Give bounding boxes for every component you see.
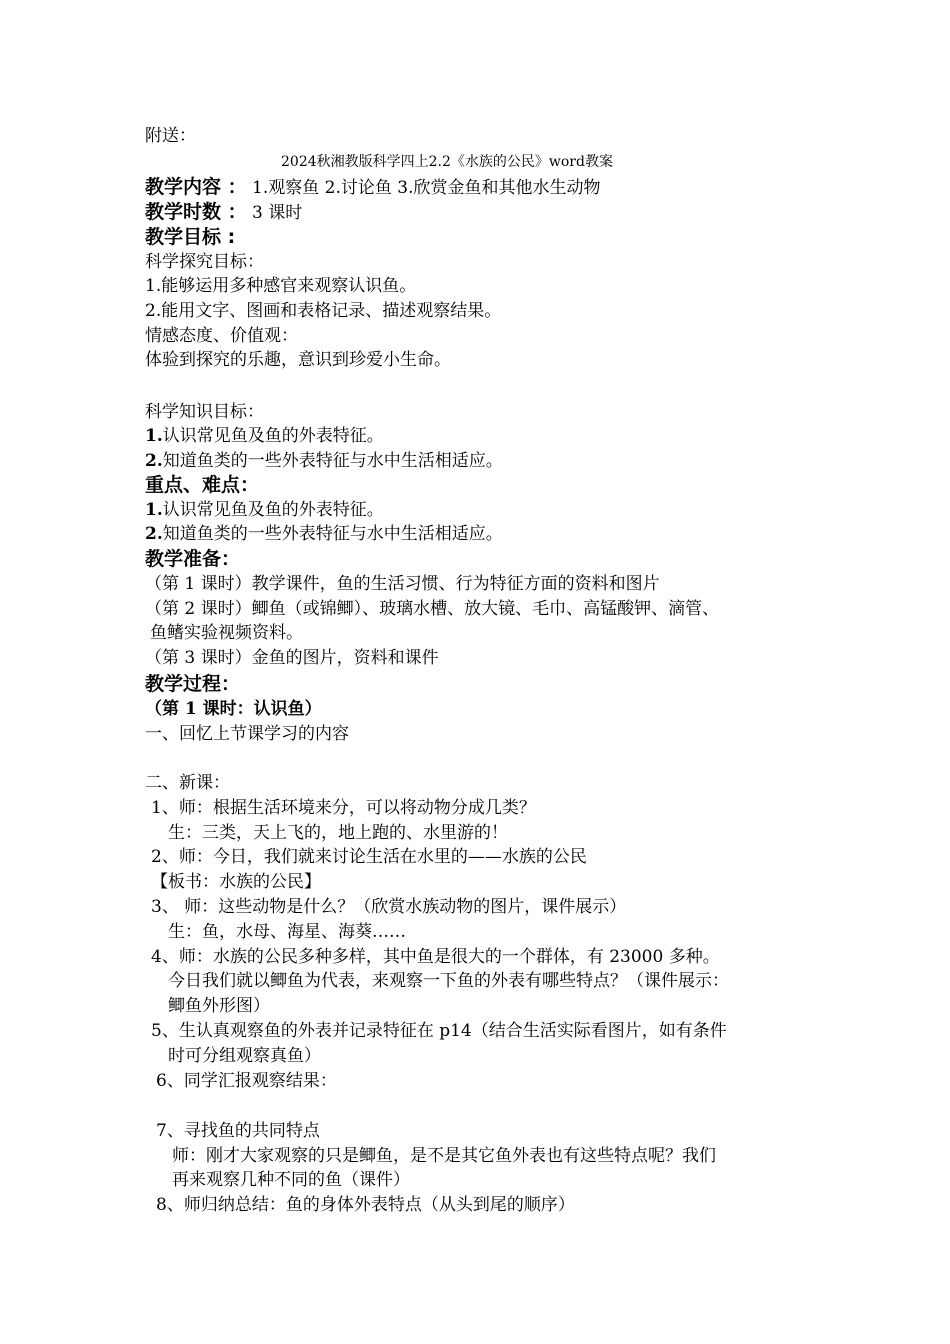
knowledge-item-number: 2. bbox=[145, 451, 163, 471]
step-line: 3、 师：这些动物是什么？（欣赏水族动物的图片，课件展示） bbox=[151, 897, 627, 917]
step-line: 师：刚才大家观察的只是鲫鱼，是不是其它鱼外表也有这些特点呢？我们 bbox=[172, 1146, 716, 1166]
inquiry-item: 1.能够运用多种感官来观察认识鱼。 bbox=[145, 276, 417, 296]
lesson-heading: （第 1 课时：认识鱼） bbox=[145, 699, 322, 719]
knowledge-title: 科学知识目标： bbox=[145, 402, 264, 422]
knowledge-item-text: 知道鱼类的一些外表特征与水中生活相适应。 bbox=[162, 451, 503, 471]
objectives-heading: 教学目标 : bbox=[145, 226, 236, 248]
document-title: 2024秋湘教版科学四上2.2《水族的公民》word教案 bbox=[281, 154, 613, 170]
step-line: 鲫鱼外形图） bbox=[168, 996, 270, 1016]
content-label: 教学内容 ： bbox=[145, 176, 247, 198]
preparation-line: （第 1 课时）教学课件，鱼的生活习惯、行为特征方面的资料和图片 bbox=[145, 574, 660, 594]
step-line: 今日我们就以鲫鱼为代表，来观察一下鱼的外表有哪些特点？（课件展示： bbox=[168, 971, 729, 991]
key-point-text: 知道鱼类的一些外表特征与水中生活相适应。 bbox=[162, 524, 503, 544]
inquiry-item: 2.能用文字、图画和表格记录、描述观察结果。 bbox=[145, 301, 502, 321]
knowledge-item-text: 认识常见鱼及鱼的外表特征。 bbox=[162, 426, 384, 446]
knowledge-item-number: 1. bbox=[145, 426, 163, 446]
step-line: 7、寻找鱼的共同特点 bbox=[156, 1121, 320, 1141]
attachment-label: 附送： bbox=[145, 126, 196, 146]
step-line: 时可分组观察真鱼） bbox=[168, 1046, 321, 1066]
step-line: 4、师：水族的公民多种多样，其中鱼是很大的一个群体，有 23000 多种。 bbox=[151, 947, 720, 967]
step-line: 生：鱼，水母、海星、海葵…… bbox=[168, 922, 406, 942]
key-point-item bbox=[145, 498, 384, 522]
key-points-heading: 重点、难点： bbox=[145, 474, 260, 496]
step-line: 1、师：根据生活环境来分，可以将动物分成几类？ bbox=[151, 798, 536, 818]
step-line: 6、同学汇报观察结果： bbox=[156, 1071, 337, 1091]
hours-value: 3 课时 bbox=[252, 203, 303, 223]
knowledge-item bbox=[145, 424, 384, 448]
key-point-number: 2. bbox=[145, 524, 163, 544]
preparation-line: （第 2 课时）鲫鱼（或锦鲫）、玻璃水槽、放大镜、毛巾、高锰酸钾、滴管、 bbox=[145, 599, 720, 619]
step-line: 8、师归纳总结：鱼的身体外表特点（从头到尾的顺序） bbox=[156, 1195, 575, 1215]
preparation-heading: 教学准备： bbox=[145, 548, 241, 570]
content-line bbox=[145, 175, 601, 200]
attitude-title: 情感态度、价值观： bbox=[145, 326, 298, 346]
key-point-item bbox=[145, 522, 503, 546]
step-line: 再来观察几种不同的鱼（课件） bbox=[172, 1170, 410, 1190]
knowledge-item bbox=[145, 449, 503, 473]
key-point-number: 1. bbox=[145, 500, 163, 520]
attitude-item: 体验到探究的乐趣，意识到珍爱小生命。 bbox=[145, 350, 451, 370]
step-line: 5、生认真观察鱼的外表并记录特征在 p14（结合生活实际看图片，如有条件 bbox=[151, 1021, 727, 1041]
process-heading: 教学过程： bbox=[145, 673, 241, 695]
hours-line bbox=[145, 200, 302, 225]
key-point-text: 认识常见鱼及鱼的外表特征。 bbox=[162, 500, 384, 520]
content-value: 1.观察鱼 2.讨论鱼 3.欣赏金鱼和其他水生动物 bbox=[252, 178, 601, 198]
inquiry-title: 科学探究目标： bbox=[145, 252, 264, 272]
section-heading: 一、回忆上节课学习的内容 bbox=[145, 724, 349, 744]
hours-label: 教学时数 ： bbox=[145, 201, 247, 223]
section-heading: 二、新课： bbox=[145, 773, 230, 793]
step-line: 2、师：今日，我们就来讨论生活在水里的——水族的公民 bbox=[151, 847, 587, 867]
preparation-line: 鱼鳍实验视频资料。 bbox=[150, 623, 303, 643]
board-note: 【板书：水族的公民】 bbox=[151, 872, 321, 892]
preparation-line: （第 3 课时）金鱼的图片，资料和课件 bbox=[145, 648, 439, 668]
step-line: 生：三类，天上飞的，地上跑的、水里游的！ bbox=[168, 823, 508, 843]
